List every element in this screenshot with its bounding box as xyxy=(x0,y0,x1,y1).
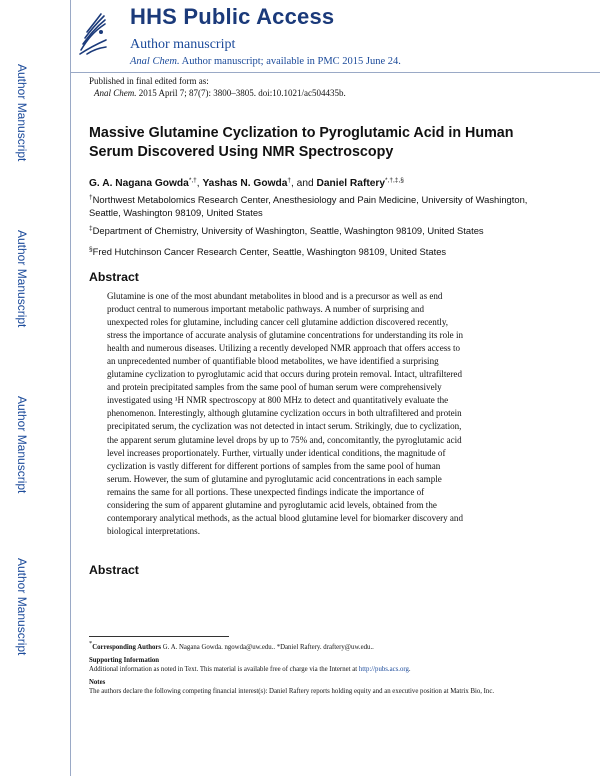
abstract-line: stress the importance of accurate analysis of glutamine concentrations for understanding its role in xyxy=(107,330,463,341)
abstract-line: investigated using ¹H NMR spectroscopy at 800 MHz to detect and quantitatively evaluate the xyxy=(107,395,449,406)
acs-link[interactable]: http://pubs.acs.org xyxy=(358,666,409,673)
author-manuscript-label: Author manuscript xyxy=(130,37,236,52)
abstract-line: unexpected roles for glutamine, including cancer cell glutamine addiction discovered recently, xyxy=(107,317,449,328)
article-title: Massive Glutamine Cyclization to Pyroglutamic Acid in Human Serum Discovered Using NMR Spectroscopy xyxy=(89,125,514,160)
corresponding-authors-note: *Corresponding Authors G. A. Nagana Gowda. ngowda@uw.edu.. *Daniel Raftery. draftery@uw.edu.. xyxy=(89,640,374,651)
abstract-line: serum. However, the sum of glutamine and pyroglutamic acid concentrations in each sample xyxy=(107,473,442,484)
supporting-text: Additional information as noted in Text. This material is available free of charge via the Internet at xyxy=(89,666,359,673)
hhs-eagle-logo-icon xyxy=(77,10,109,60)
availability-line xyxy=(130,56,401,67)
abstract-line: glutamine cyclization to pyroglutamic acid that occurs during protein removal. Intact, ultrafiltered xyxy=(107,369,462,380)
affiliation xyxy=(89,245,529,258)
availability-journal: Anal Chem. xyxy=(130,56,180,67)
abstract-heading: Abstract xyxy=(89,270,139,284)
published-label: Published in final edited form as: xyxy=(89,76,209,86)
supporting-info-heading: Supporting Information xyxy=(89,657,160,664)
notes-heading: Notes xyxy=(89,679,106,686)
notes-text: The authors declare the following competing financial interest(s): Daniel Raftery reports holding equity and an executive position at Matrix Bio, Inc. xyxy=(89,688,495,695)
side-label-author-manuscript: Author Manuscript xyxy=(15,230,29,328)
side-label-author-manuscript: Author Manuscript xyxy=(15,396,29,494)
citation-journal: Anal Chem. xyxy=(94,88,137,98)
supporting-info-text xyxy=(89,666,519,674)
abstract-line: cyclization is vastly different for different portions of samples from the same pool of human xyxy=(107,460,441,471)
affiliation-text: Northwest Metabolomics Research Center, Anesthesiology and Pain Medicine, University of Washington, Seattle, Washington 98109, United States xyxy=(89,194,528,218)
affiliation-mark: ‡ xyxy=(89,225,93,232)
abstract-line: the apparent serum glutamine level drops by up to 75% and, concomitantly, the pyroglutamic acid xyxy=(107,434,462,445)
author-marks: *,† xyxy=(188,177,197,184)
abstract-line: contemporary analytical methods, as the actual blood glutamine level for biomarker discovery and xyxy=(107,512,463,523)
abstract-line: and protein precipitated samples from the same pool of human serum were comprehensively xyxy=(107,382,442,393)
header-rule xyxy=(70,72,600,73)
author-name: Daniel Raftery xyxy=(316,178,386,189)
abstract-line: product central to numerous important metabolic pathways. A number of surprising and xyxy=(107,304,425,315)
affiliation-text: Department of Chemistry, University of Washington, Seattle, Washington 98109, United States xyxy=(92,225,484,236)
abstract-line: an unprecedented number of quantifiable blood metabolites, we have identified a surprising xyxy=(107,356,439,367)
corresponding-label: Corresponding Authors xyxy=(92,644,162,651)
affiliation-text: Fred Hutchinson Cancer Research Center, Seattle, Washington 98109, United States xyxy=(92,246,447,257)
side-label-author-manuscript: Author Manuscript xyxy=(15,558,29,656)
corresponding-text: G. A. Nagana Gowda. ngowda@uw.edu.. *Daniel Raftery. draftery@uw.edu.. xyxy=(161,644,374,651)
affiliation-mark: † xyxy=(89,194,93,201)
abstract-line: level increases proportionately. Further, virtually under identical conditions, the magnitude of xyxy=(107,447,446,458)
margin-rule xyxy=(70,0,71,776)
author-list xyxy=(89,178,404,189)
abstract-line: Glutamine is one of the most abundant metabolites in blood and is a precursor as well as end xyxy=(107,291,443,301)
abstract-body xyxy=(107,290,515,538)
citation-details: 2015 April 7; 87(7): 3800–3805. doi:10.1021/ac504435b. xyxy=(136,88,346,98)
footnote-rule xyxy=(89,636,229,637)
availability-text: Author manuscript; available in PMC 2015 June 24. xyxy=(179,56,401,67)
abstract-heading-graphical: Abstract xyxy=(89,563,139,577)
author-separator: , xyxy=(196,178,203,189)
supporting-end: . xyxy=(408,666,411,673)
author-marks: † xyxy=(287,177,292,184)
author-separator: , and xyxy=(291,178,317,189)
abstract-line: remains the same for all portions. These unexpected findings indicate the importance of xyxy=(107,486,425,497)
side-label-author-manuscript: Author Manuscript xyxy=(15,64,29,162)
abstract-line: precipitated serum, the cyclization was not detected in intact serum. Strikingly, due to cyclization, xyxy=(107,421,462,432)
citation xyxy=(94,88,346,98)
abstract-line: health and numerous diseases. Utilizing a recently developed NMR approach that offers access to xyxy=(107,343,461,354)
affiliation-mark: § xyxy=(89,246,93,253)
abstract-line: considering the sum of apparent glutamine and pyroglutamic acid levels, obtained from the xyxy=(107,499,437,510)
affiliation xyxy=(89,193,529,219)
author-name: G. A. Nagana Gowda xyxy=(89,178,189,189)
abstract-line: biological interpretations. xyxy=(107,525,200,536)
hhs-public-access-title: HHS Public Access xyxy=(130,4,335,29)
author-marks: *,†,‡,§ xyxy=(385,177,404,184)
author-name: Yashas N. Gowda xyxy=(202,178,288,189)
affiliation xyxy=(89,224,529,237)
abstract-line: phenomenon. Interestingly, although glutamine cyclization occurs in both ultrafiltered and protein xyxy=(107,408,462,419)
